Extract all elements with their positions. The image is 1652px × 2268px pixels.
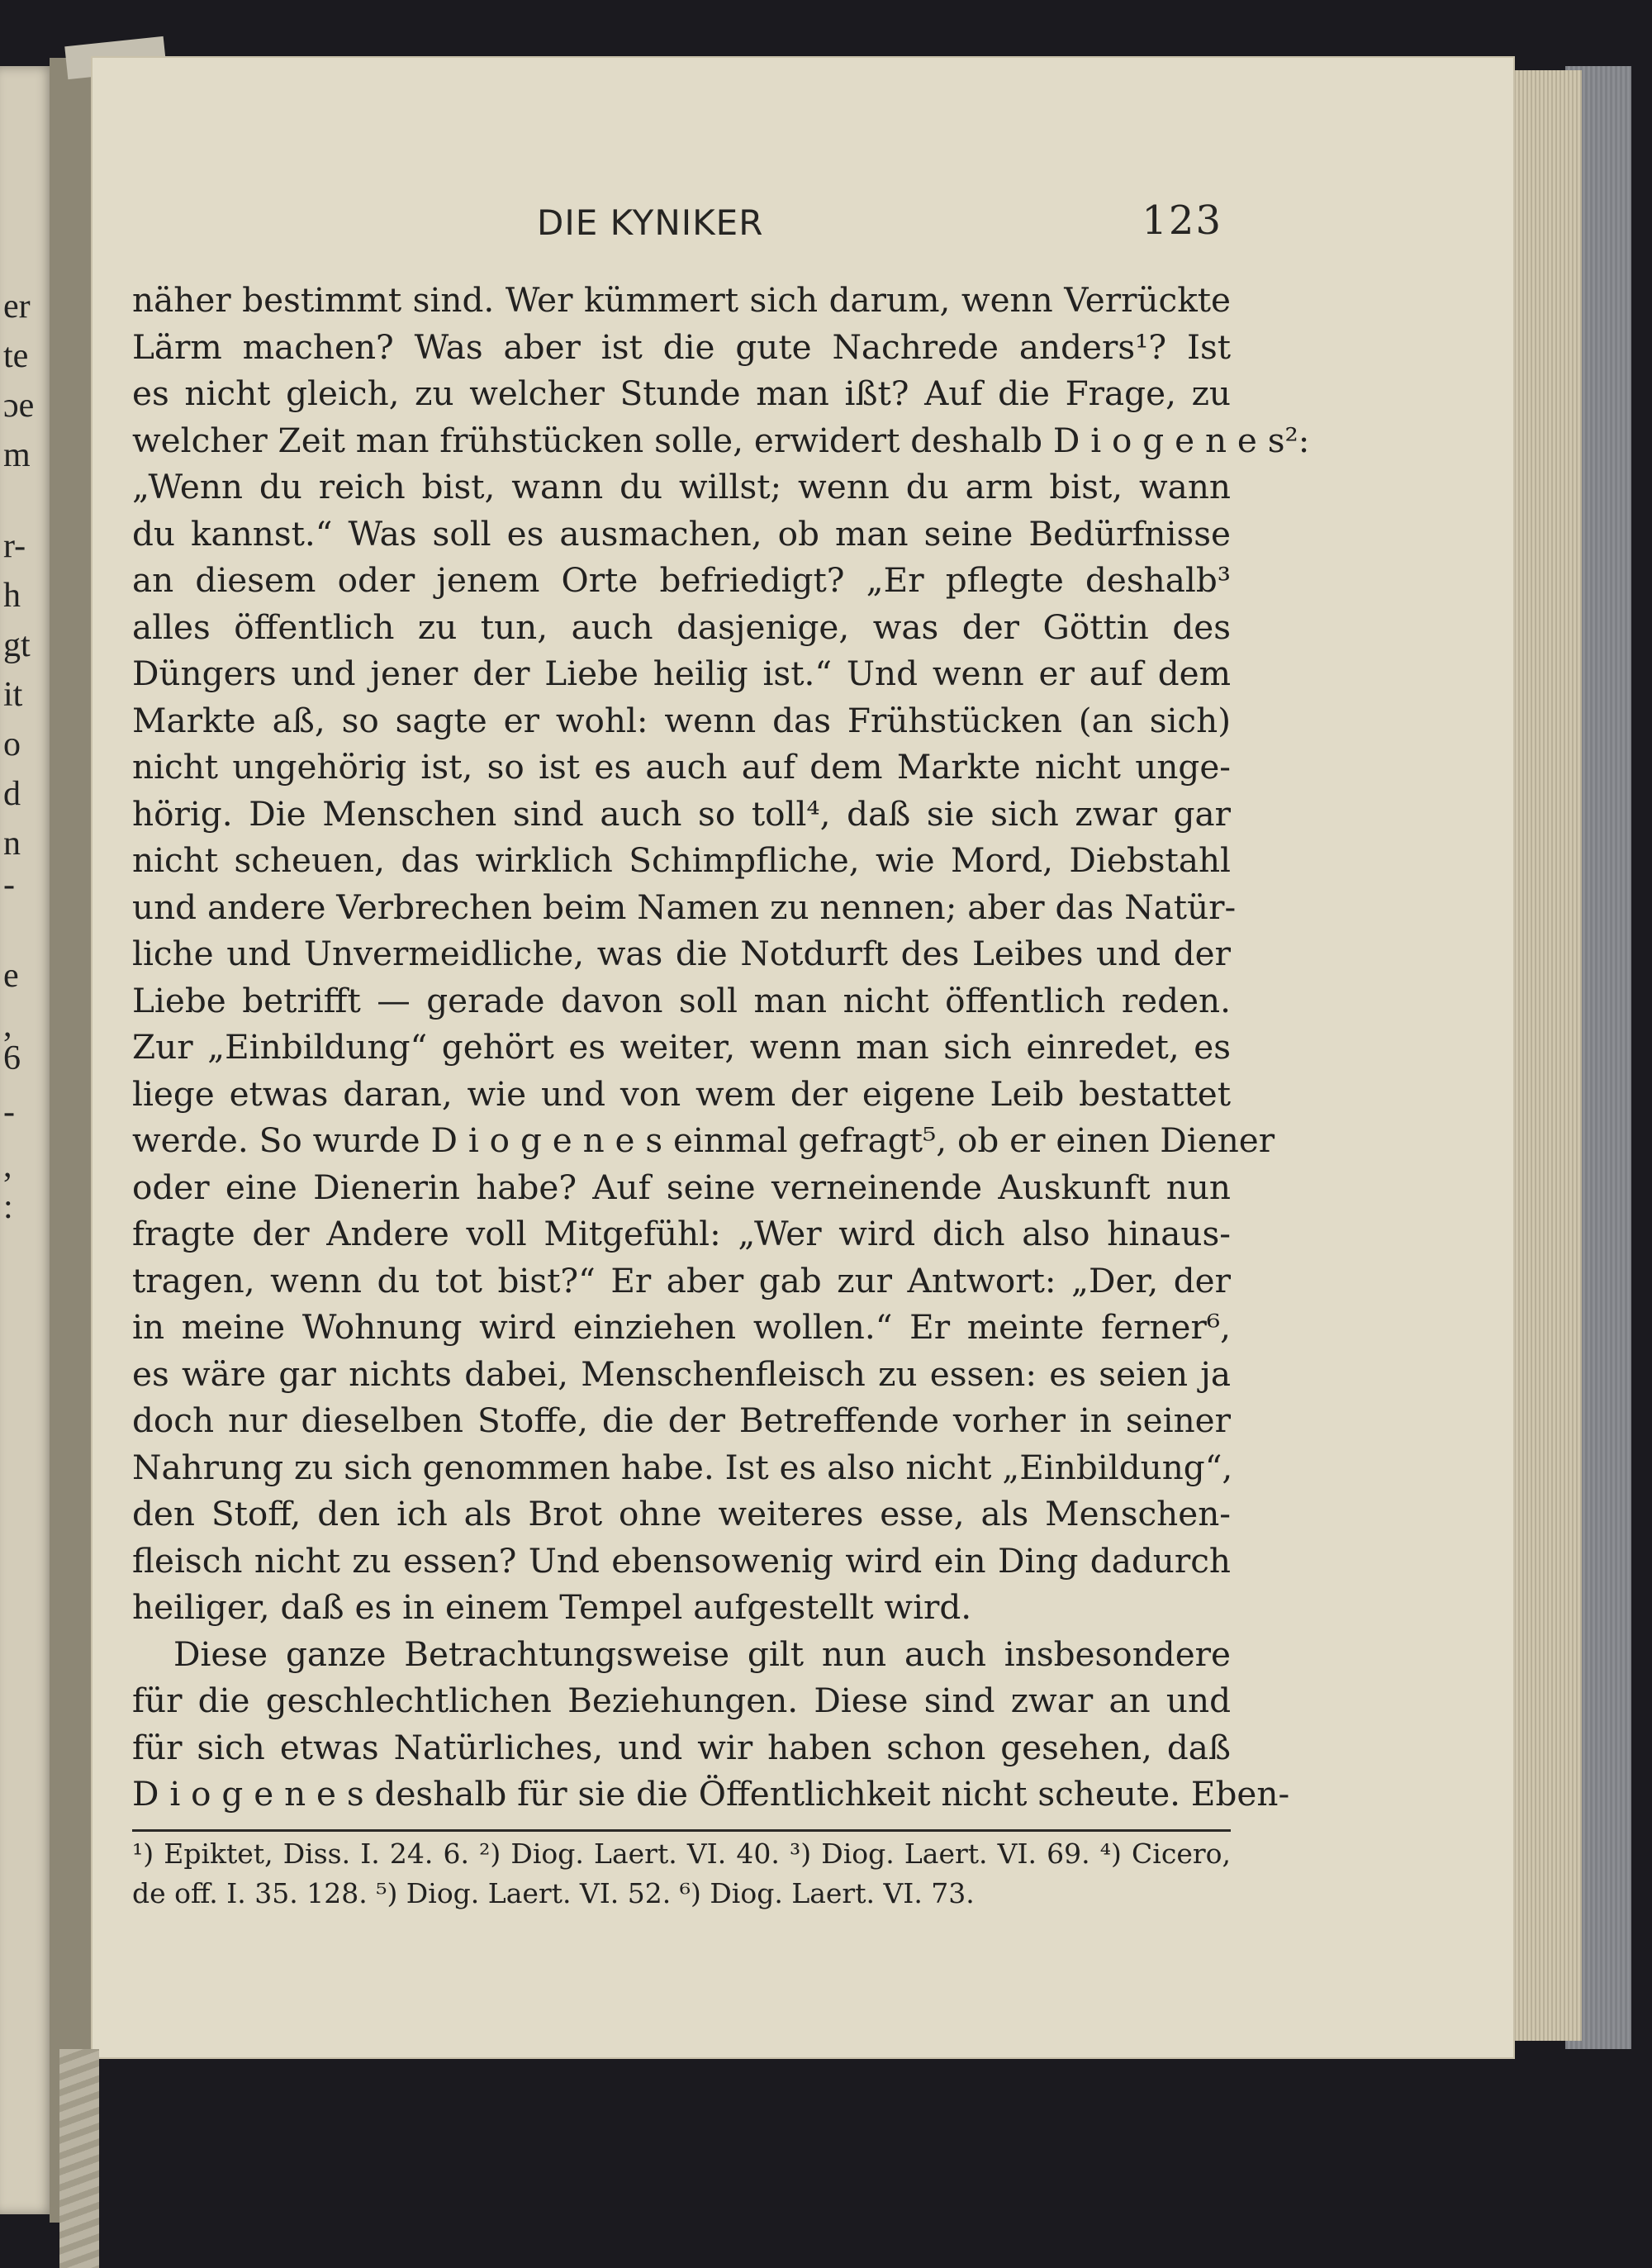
left-page-fragment: it [3, 676, 23, 714]
left-page-fragment: e [3, 957, 19, 995]
running-title: DIE KYNIKER [537, 202, 764, 243]
text-line: Diese ganze Betrachtungsweise gilt nun auch insbesondere [173, 1633, 1231, 1674]
left-page-fragment: : [3, 1188, 13, 1226]
left-page-fragment: n [3, 825, 21, 863]
text-line: fragte der Andere voll Mitgefühl: „Wer wird dich also hinaus- [132, 1214, 1231, 1253]
text-line: welcher Zeit man frühstücken solle, erwidert deshalb D i o g e n e s²: [132, 420, 1310, 460]
text-line: näher bestimmt sind. Wer kümmert sich darum, wenn Verrückte [132, 280, 1231, 320]
text-line: für die geschlechtlichen Beziehungen. Diese sind zwar an und [132, 1681, 1231, 1720]
text-line: oder eine Dienerin habe? Auf seine verneinende Auskunft nun [132, 1167, 1231, 1207]
text-line: hörig. Die Menschen sind auch so toll⁴, daß sie sich zwar gar [132, 793, 1231, 834]
text-line: für sich etwas Natürliches, und wir haben schon gesehen, daß [132, 1727, 1231, 1767]
left-page-fragment: - [3, 866, 15, 904]
book-gutter [50, 58, 99, 2223]
page-number: 123 [1142, 197, 1222, 244]
left-page-fragment: o [3, 725, 21, 763]
text-line: und andere Verbrechen beim Namen zu nennen; aber das Natür- [132, 887, 1237, 927]
text-line: tragen, wenn du tot bist?“ Er aber gab zur Antwort: „Der, der [132, 1260, 1231, 1300]
footnote-line: de off. I. 35. 128. ⁵) Diog. Laert. VI. 52. ⁶) Diog. Laert. VI. 73. [132, 1877, 975, 1909]
left-page-fragment: er [3, 288, 31, 326]
text-line: es nicht gleich, zu welcher Stunde man ißt? Auf die Frage, zu [132, 373, 1231, 413]
left-page-fragment: te [3, 337, 29, 375]
text-line: den Stoff, den ich als Brot ohne weiteres esse, als Menschen- [132, 1494, 1231, 1533]
text-line: du kannst.“ Was soll es ausmachen, ob man seine Bedürfnisse [132, 513, 1231, 554]
left-page-fragment: - [3, 1093, 15, 1131]
text-line: nicht scheuen, das wirklich Schimpfliche, wie Mord, Diebstahl [132, 840, 1231, 880]
text-line: fleisch nicht zu essen? Und ebensowenig wird ein Ding dadurch [132, 1540, 1231, 1581]
left-page-fragment: h [3, 577, 21, 615]
body-text [132, 277, 1310, 1818]
text-line: „Wenn du reich bist, wann du willst; wenn du arm bist, wann [132, 467, 1231, 506]
text-line: in meine Wohnung wird einziehen wollen.“ Er meinte ferner⁶, [132, 1307, 1231, 1347]
left-page-fragment: , [3, 1147, 12, 1185]
left-page-fragment: ɔe [3, 387, 35, 425]
text-line: doch nur dieselben Stoffe, die der Betreffende vorher in seiner [132, 1400, 1231, 1440]
text-line: alles öffentlich zu tun, auch dasjenige, was der Göttin des [132, 606, 1231, 647]
text-line: es wäre gar nichts dabei, Menschenfleisch zu essen: es seien ja [132, 1353, 1231, 1394]
left-page-fragment: r- [3, 527, 26, 565]
footnote-rule [132, 1829, 1231, 1832]
left-page-fragment: m [3, 436, 31, 474]
text-line: Lärm machen? Was aber ist die gute Nachrede anders¹? Ist [132, 326, 1231, 367]
bookmark-ribbon [59, 2049, 99, 2268]
text-line: Liebe betrifft — gerade davon soll man nicht öffentlich reden. [132, 980, 1231, 1020]
left-page-fragment: 6 [3, 1039, 21, 1077]
footnotes [132, 1834, 1231, 1914]
left-page-fragment: , [3, 1006, 12, 1044]
text-line: liche und Unvermeidliche, was die Notdurft des Leibes und der [132, 934, 1231, 973]
text-line: werde. So wurde D i o g e n e s einmal gefragt⁵, ob er einen Diener [132, 1120, 1275, 1160]
left-page-fragment: d [3, 775, 21, 813]
text-line: heiliger, daß es in einem Tempel aufgestellt wird. [132, 1587, 972, 1627]
left-page-fragment: gt [3, 626, 31, 664]
text-line: Markte aß, so sagte er wohl: wenn das Frühstücken (an sich) [132, 700, 1231, 740]
text-line: Nahrung zu sich genommen habe. Ist es also nicht „Einbildung“, [132, 1447, 1233, 1487]
text-line: nicht ungehörig ist, so ist es auch auf dem Markte nicht unge- [132, 747, 1231, 787]
text-line: liege etwas daran, wie und von wem der eigene Leib bestattet [132, 1073, 1231, 1114]
text-line: D i o g e n e s deshalb für sie die Öffentlichkeit nicht scheute. Eben- [132, 1774, 1290, 1814]
text-line: Zur „Einbildung“ gehört es weiter, wenn man sich einredet, es [132, 1027, 1231, 1067]
text-line: an diesem oder jenem Orte befriedigt? „Er pflegte deshalb³ [132, 560, 1231, 600]
footnote-line: ¹) Epiktet, Diss. I. 24. 6. ²) Diog. Laert. VI. 40. ³) Diog. Laert. VI. 69. ⁴) Cicero, [132, 1838, 1231, 1870]
text-line: Düngers und jener der Liebe heilig ist.“ Und wenn er auf dem [132, 654, 1231, 693]
